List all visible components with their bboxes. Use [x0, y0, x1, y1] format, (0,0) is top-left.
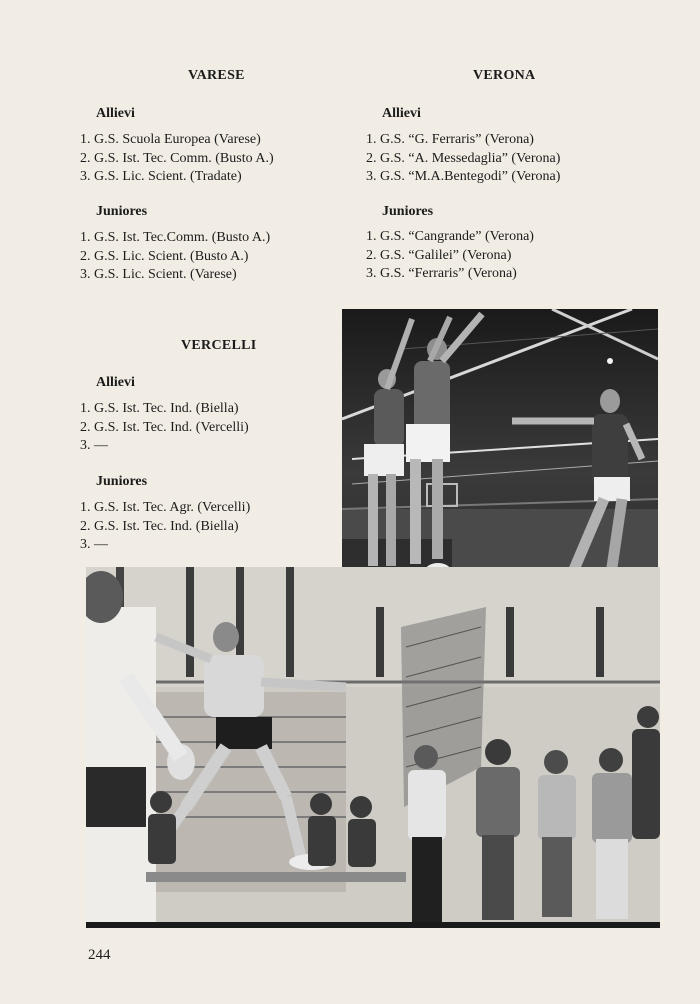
volleyball-spike-photo	[86, 567, 660, 928]
list-item: 2. G.S. “A. Messedaglia” (Verona)	[366, 150, 561, 166]
varese-juniores-list	[80, 229, 270, 285]
vercelli-allievi-label: Allievi	[96, 375, 135, 390]
list-item: 1. G.S. Scuola Europea (Varese)	[80, 132, 261, 147]
list-item: 1. G.S. “Cangrande” (Verona)	[366, 229, 534, 244]
vercelli-allievi-list	[80, 400, 249, 456]
varese-juniores-label: Juniores	[96, 204, 148, 219]
vercelli-title: VERCELLI	[181, 338, 257, 353]
list-item: 1. G.S. “G. Ferraris” (Verona)	[366, 132, 534, 147]
volleyball-spike-image	[86, 567, 660, 928]
list-item: 1. G.S. Ist. Tec.Comm. (Busto A.)	[80, 230, 271, 245]
list-item: 2. G.S. Ist. Tec. Ind. (Vercelli)	[80, 419, 249, 435]
page-number: 244	[88, 947, 111, 963]
varese-allievi-list	[80, 131, 274, 187]
vercelli-juniores-list	[80, 499, 250, 555]
list-item: 1. G.S. Ist. Tec. Ind. (Biella)	[80, 401, 239, 416]
list-item: 3. G.S. “M.A.Bentegodi” (Verona)	[366, 169, 561, 184]
list-item: 2. G.S. “Galilei” (Verona)	[366, 247, 512, 263]
verona-juniores-label: Juniores	[382, 204, 434, 219]
vercelli-juniores-label: Juniores	[96, 474, 148, 489]
list-item: 3. G.S. Lic. Scient. (Tradate)	[80, 169, 242, 184]
list-item: 3. —	[80, 537, 108, 552]
volleyball-block-image	[342, 309, 658, 606]
list-item: 2. G.S. Lic. Scient. (Busto A.)	[80, 248, 249, 264]
list-item: 1. G.S. Ist. Tec. Agr. (Vercelli)	[80, 500, 251, 515]
verona-juniores-list	[366, 228, 534, 284]
varese-title: VARESE	[188, 68, 245, 83]
list-item: 3. —	[80, 438, 108, 453]
list-item: 2. G.S. Ist. Tec. Comm. (Busto A.)	[80, 150, 274, 166]
list-item: 3. G.S. Lic. Scient. (Varese)	[80, 267, 237, 282]
verona-allievi-label: Allievi	[382, 106, 421, 121]
list-item: 2. G.S. Ist. Tec. Ind. (Biella)	[80, 518, 239, 534]
list-item: 3. G.S. “Ferraris” (Verona)	[366, 266, 517, 281]
varese-allievi-label: Allievi	[96, 106, 135, 121]
volleyball-block-photo	[342, 309, 658, 606]
verona-title: VERONA	[473, 68, 536, 83]
verona-allievi-list	[366, 131, 560, 187]
